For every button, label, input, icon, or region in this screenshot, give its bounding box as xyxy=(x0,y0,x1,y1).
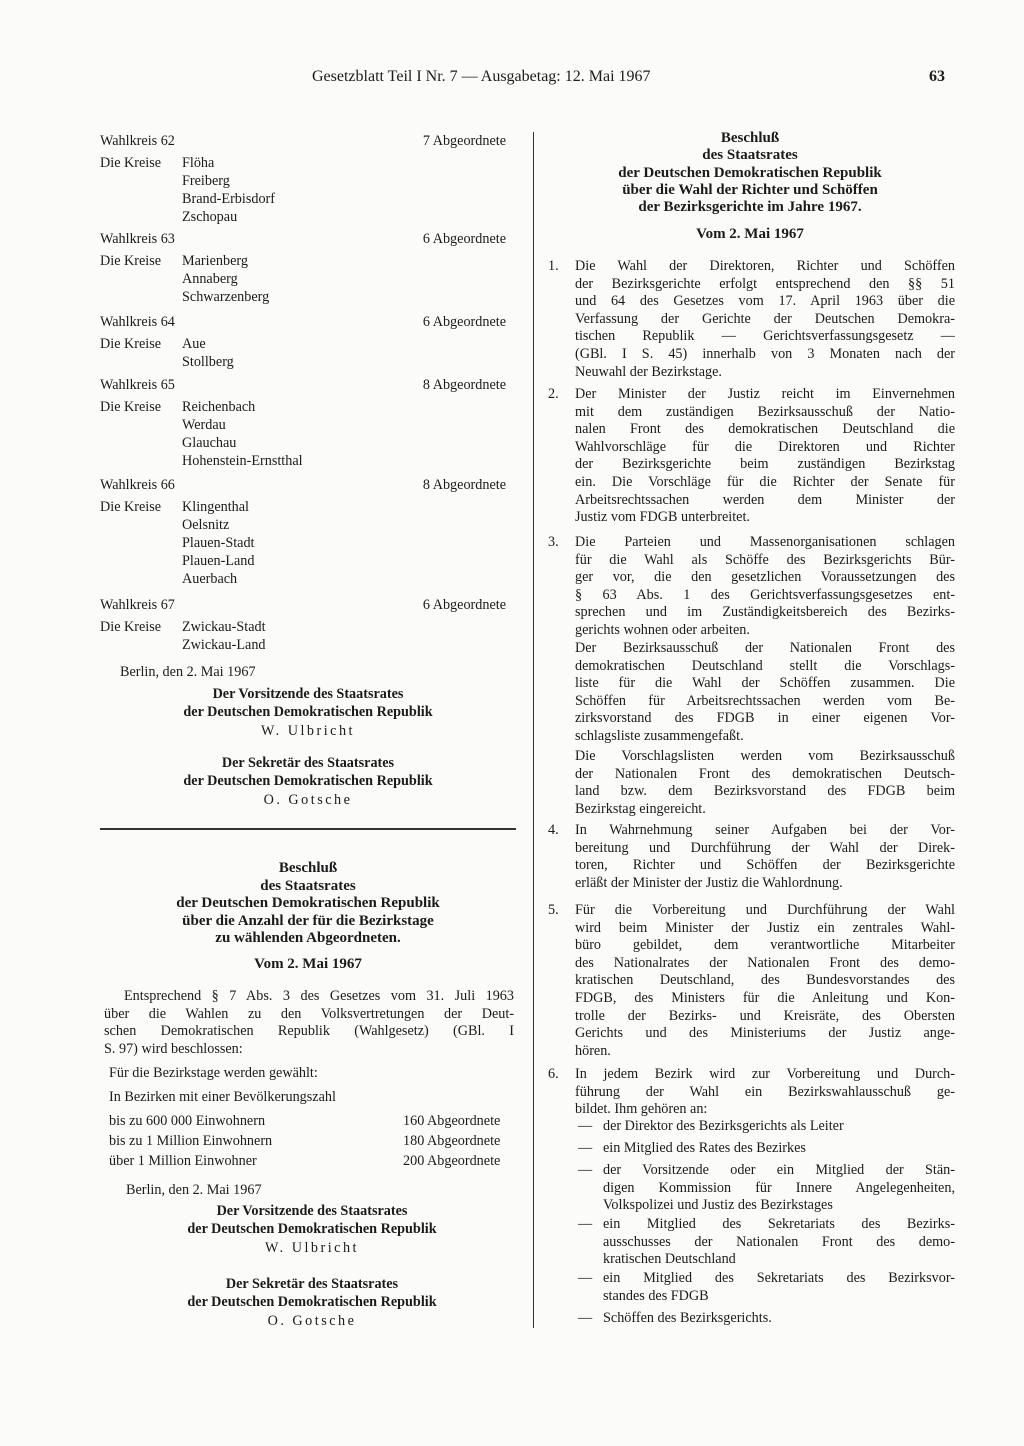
kreis-name: Zschopau xyxy=(182,209,238,225)
wahlkreis-count: 6 Abgeordnete xyxy=(422,231,506,247)
paragraph-line: In Wahrnehmung seiner Aufgaben bei der Vor- xyxy=(575,822,955,838)
wahlkreis-name: Wahlkreis 62 xyxy=(100,133,175,149)
heading-line: des Staatsrates xyxy=(702,147,798,164)
text-line: In Bezirken mit einer Bevölkerungszahl xyxy=(109,1089,336,1105)
item-number: 6. xyxy=(548,1066,559,1082)
paragraph-line: standes des FDGB xyxy=(603,1287,709,1304)
paragraph-line: Die Parteien und Massenorganisationen schlagen xyxy=(575,534,955,550)
signature-place-date: Berlin, den 2. Mai 1967 xyxy=(126,1182,262,1198)
paragraph-line: der Nationalen Front des demokratischen Deutsch- xyxy=(575,765,955,782)
kreis-name: Aue xyxy=(182,336,206,352)
kreise-row xyxy=(100,154,510,172)
kreis-name: Reichenbach xyxy=(182,399,256,415)
item-paragraph xyxy=(575,386,955,527)
paragraph-line: Für die Vorbereitung und Durchführung der Wahl xyxy=(575,902,955,918)
signature-title-line: Der Vorsitzende des Staatsrates xyxy=(212,686,404,702)
paragraph-line: über die Wahlen zu den Volksvertretungen der Deut- xyxy=(104,1005,514,1022)
paragraph-line: wird beim Minister der Justiz ein zentrales Wahl- xyxy=(575,919,955,936)
page-number: 63 xyxy=(929,68,945,85)
paragraph-line: Arbeitsrechtssachen werden dem Minister der xyxy=(575,491,955,508)
paragraph-line: FDGB, des Ministers für die Anleitung und Kon- xyxy=(575,989,955,1006)
paragraph-line: ein. Die Vorschläge für die Richter der Senate für xyxy=(575,473,955,490)
wahlkreis-block xyxy=(100,132,510,226)
paragraph-line: Die Wahl der Direktoren, Richter und Schöffen xyxy=(575,258,955,274)
wahlkreis-block xyxy=(100,313,510,371)
member-entry xyxy=(603,1162,955,1215)
kreis-name: Stollberg xyxy=(182,354,234,370)
dash-bullet: — xyxy=(578,1140,593,1156)
paragraph-line: Der Bezirksausschuß der Nationalen Front des xyxy=(575,640,955,656)
heading-date: Vom 2. Mai 1967 xyxy=(254,955,362,972)
paragraph-line: ein Mitglied des Sekretariats des Bezirks- xyxy=(603,1216,955,1232)
kreise-row xyxy=(100,335,510,353)
row-label: bis zu 1 Million Einwohnern xyxy=(109,1133,273,1149)
paragraph-line: (GBl. I S. 45) innerhalb von 3 Monaten nach der xyxy=(575,345,955,362)
paragraph-line: In jedem Bezirk wird zur Vorbereitung und Durch- xyxy=(575,1066,955,1082)
paragraph-line: § 63 Abs. 1 des Gerichtsverfassungsgesetzes ent- xyxy=(575,586,955,603)
beschluss-anzahl-intro xyxy=(104,988,514,1058)
heading-date: Vom 2. Mai 1967 xyxy=(696,226,804,243)
item-paragraph xyxy=(575,534,955,640)
row-value: 160 Abgeordnete xyxy=(403,1113,501,1129)
paragraph-line: kratischen Deutschland, des Bundesvorstandes des xyxy=(575,972,955,989)
paragraph-line: büro gebildet, dem verantwortliche Mitarbeiter xyxy=(575,937,955,954)
item-number: 5. xyxy=(548,902,559,918)
kreis-name: Hohenstein-Ernstthal xyxy=(182,453,303,469)
signature-name: O. Gotsche xyxy=(263,792,353,808)
heading-line: zu wählenden Abgeordneten. xyxy=(215,930,401,946)
paragraph-line: Verfassung der Gerichte der Deutschen Demokra- xyxy=(575,310,955,327)
wahlkreis-header xyxy=(100,313,510,331)
wahlkreis-name: Wahlkreis 66 xyxy=(100,477,175,493)
wahlkreis-header xyxy=(100,132,510,150)
kreis-name: Plauen-Stadt xyxy=(182,535,255,551)
kreis-name: Freiberg xyxy=(182,173,230,189)
heading-line: Beschluß xyxy=(720,130,780,146)
kreise-label: Die Kreise xyxy=(100,399,162,415)
paragraph-line: sprechen und im Zuständigkeitsbereich des Bezirks- xyxy=(575,604,955,621)
signature-title-line: Der Vorsitzende des Staatsrates xyxy=(216,1203,408,1219)
item-number: 4. xyxy=(548,822,559,838)
paragraph-line: und 64 des Gesetzes vom 17. April 1963 über die xyxy=(575,293,955,310)
wahlkreis-block xyxy=(100,596,510,654)
wahlkreis-header xyxy=(100,476,510,494)
paragraph-line: bereitung und Durchführung der Wahl der Direk- xyxy=(575,839,955,856)
item-number: 3. xyxy=(548,534,559,550)
paragraph-line: ausschusses der Nationalen Front des demo- xyxy=(603,1233,955,1250)
paragraph-line: zirksvorstand des FDGB in einer eigenen Vor- xyxy=(575,710,955,727)
paragraph-line: Der Minister der Justiz reicht im Einvernehmen xyxy=(575,386,955,402)
wahlkreis-count: 8 Abgeordnete xyxy=(422,377,506,393)
wahlkreis-name: Wahlkreis 65 xyxy=(100,377,175,393)
text-line: Für die Bezirkstage werden gewählt: xyxy=(109,1065,318,1081)
paragraph-line: der Bezirksgerichte beim zuständigen Bezirkstag xyxy=(575,456,955,473)
kreise-row xyxy=(100,398,510,416)
paragraph-line: Wahlvorschläge für die Direktoren und Richter xyxy=(575,438,955,455)
paragraph-line: schlagsliste zusammengefaßt. xyxy=(575,727,744,744)
wahlkreis-header xyxy=(100,376,510,394)
beschluss-anzahl-heading xyxy=(100,860,516,973)
signature-title-line: der Deutschen Demokratischen Republik xyxy=(183,703,433,720)
column-divider xyxy=(533,132,534,1328)
item-paragraph xyxy=(575,640,955,746)
kreise-label: Die Kreise xyxy=(100,499,162,515)
paragraph-line: gerichts wohnen oder arbeiten. xyxy=(575,621,750,638)
paragraph-line: digen Kommission für Innere Angelegenheiten, xyxy=(603,1179,955,1196)
signature-title-chairman xyxy=(100,686,516,741)
heading-line: über die Wahl der Richter und Schöffen xyxy=(622,181,878,198)
row-label: bis zu 600 000 Einwohnern xyxy=(109,1113,266,1129)
kreis-name: Plauen-Land xyxy=(182,553,255,569)
wahlkreis-count: 8 Abgeordnete xyxy=(422,477,506,493)
item-number: 2. xyxy=(548,386,559,402)
signature-title-line: der Deutschen Demokratischen Republik xyxy=(187,1220,437,1237)
item-paragraph xyxy=(575,258,955,381)
paragraph-line: Bezirkstag eingereicht. xyxy=(575,800,706,817)
member-entry xyxy=(603,1216,955,1269)
signature-name: W. Ulbricht xyxy=(261,723,355,739)
paragraph-line: ein Mitglied des Rates des Bezirkes xyxy=(603,1140,806,1156)
paragraph-line: der Bezirksgerichte erfolgt entsprechend den §§ 51 xyxy=(575,275,955,292)
table-row xyxy=(109,1151,519,1171)
dash-bullet: — xyxy=(578,1216,593,1232)
heading-line: der Bezirksgerichte im Jahre 1967. xyxy=(638,199,862,216)
wahlkreis-count: 7 Abgeordnete xyxy=(422,133,506,149)
signature-title-secretary xyxy=(100,755,516,810)
paragraph-line: S. 97) wird beschlossen: xyxy=(104,1040,243,1057)
row-value: 180 Abgeordnete xyxy=(403,1133,501,1149)
abgeordnete-table xyxy=(109,1111,519,1171)
kreis-name: Flöha xyxy=(182,155,215,171)
item-number: 1. xyxy=(548,258,559,274)
table-row xyxy=(109,1131,519,1151)
paragraph-line: Entsprechend § 7 Abs. 3 des Gesetzes vom 31. Juli 1963 xyxy=(124,988,514,1004)
member-entry xyxy=(603,1140,955,1158)
signature-title-line: Der Sekretär des Staatsrates xyxy=(221,755,395,771)
paragraph-line: mit dem zuständigen Bezirksausschuß der Natio- xyxy=(575,403,955,420)
kreis-name: Zwickau-Stadt xyxy=(182,619,266,635)
item-paragraph xyxy=(575,748,955,818)
dash-bullet: — xyxy=(578,1162,593,1178)
heading-line: des Staatsrates xyxy=(260,877,356,894)
heading-line: über die Anzahl der für die Bezirkstage xyxy=(182,912,434,929)
paragraph-line: liste für die Wahl der Schöffen zusammen. Die xyxy=(575,675,955,692)
member-entry xyxy=(603,1310,955,1328)
wahlkreis-name: Wahlkreis 63 xyxy=(100,231,175,247)
paragraph-line: demokratischen Deutschland stellt die Vorschlags- xyxy=(575,657,955,674)
paragraph-line: Die Vorschlagslisten werden vom Bezirksausschuß xyxy=(575,748,955,764)
signature-title-chairman xyxy=(100,1203,524,1258)
kreis-name: Werdau xyxy=(182,417,226,433)
paragraph-line: Justiz vom FDGB unterbreitet. xyxy=(575,509,750,526)
row-value: 200 Abgeordnete xyxy=(403,1153,501,1169)
paragraph-line: kratischen Deutschland xyxy=(603,1251,736,1268)
paragraph-line: Gerichts und des Ministeriums der Justiz ange- xyxy=(575,1025,955,1042)
kreis-name: Klingenthal xyxy=(182,499,249,515)
paragraph-line: bildet. Ihm gehören an: xyxy=(575,1101,708,1118)
kreis-name: Glauchau xyxy=(182,435,237,451)
heading-line: Beschluß xyxy=(278,860,338,876)
paragraph-line: führung der Wahl ein Bezirkswahlausschuß ge- xyxy=(575,1083,955,1100)
kreise-row xyxy=(100,252,510,270)
paragraph-line: schen Demokratischen Republik (Wahlgesetz) (GBl. I xyxy=(104,1023,514,1040)
row-label: über 1 Million Einwohner xyxy=(109,1153,257,1169)
kreise-label: Die Kreise xyxy=(100,155,162,171)
paragraph-line: tischen Republik — Gerichtsverfassungsgesetz — xyxy=(575,328,955,345)
wahlkreis-block xyxy=(100,476,510,588)
dash-bullet: — xyxy=(578,1118,593,1134)
item-paragraph xyxy=(575,1066,955,1119)
signature-name: W. Ulbricht xyxy=(265,1240,359,1256)
signature-place-date: Berlin, den 2. Mai 1967 xyxy=(120,664,256,680)
table-row xyxy=(109,1111,519,1131)
paragraph-line: hören. xyxy=(575,1042,611,1059)
paragraph-line: Schöffen des Bezirksgerichts. xyxy=(603,1310,772,1326)
paragraph-line: Neuwahl der Bezirkstage. xyxy=(575,363,722,380)
dash-bullet: — xyxy=(578,1310,593,1326)
signature-title-line: Der Sekretär des Staatsrates xyxy=(225,1276,399,1292)
kreise-label: Die Kreise xyxy=(100,253,162,269)
paragraph-line: Volkspolizei und Justiz des Bezirkstages xyxy=(603,1197,833,1214)
member-entry xyxy=(603,1118,955,1136)
wahlkreis-header xyxy=(100,230,510,248)
paragraph-line: der Vorsitzende oder ein Mitglied der Stän- xyxy=(603,1162,955,1178)
beschluss-richter-heading xyxy=(540,130,960,244)
signature-name: O. Gotsche xyxy=(267,1313,357,1329)
paragraph-line: des Nationalrates der Nationalen Front des demo- xyxy=(575,954,955,971)
paragraph-line: land bzw. dem Bezirksvorstand des FDGB beim xyxy=(575,783,955,800)
item-paragraph xyxy=(575,822,955,892)
kreis-name: Oelsnitz xyxy=(182,517,230,533)
heading-line: der Deutschen Demokratischen Republik xyxy=(176,895,440,911)
paragraph-line: ein Mitglied des Sekretariats des Bezirksvor- xyxy=(603,1270,955,1286)
wahlkreis-name: Wahlkreis 64 xyxy=(100,314,175,330)
wahlkreis-block xyxy=(100,376,510,470)
kreise-label: Die Kreise xyxy=(100,336,162,352)
paragraph-line: der Direktor des Bezirksgerichts als Leiter xyxy=(603,1118,844,1134)
kreis-name: Zwickau-Land xyxy=(182,637,266,653)
paragraph-line: nalen Front des demokratischen Deutschland die xyxy=(575,421,955,438)
kreis-name: Annaberg xyxy=(182,271,238,287)
heading-line: der Deutschen Demokratischen Republik xyxy=(618,164,882,181)
wahlkreis-count: 6 Abgeordnete xyxy=(422,597,506,613)
paragraph-line: toren, Richter und Schöffen der Bezirksgerichte xyxy=(575,857,955,874)
kreise-row xyxy=(100,618,510,636)
kreis-name: Brand-Erbisdorf xyxy=(182,191,275,207)
signature-title-line: der Deutschen Demokratischen Republik xyxy=(183,772,433,789)
signature-title-line: der Deutschen Demokratischen Republik xyxy=(187,1293,437,1310)
kreis-name: Auerbach xyxy=(182,571,238,587)
paragraph-line: erläßt der Minister der Justiz die Wahlordnung. xyxy=(575,874,843,891)
kreise-label: Die Kreise xyxy=(100,619,162,635)
dash-bullet: — xyxy=(578,1270,593,1286)
signature-title-secretary xyxy=(100,1276,524,1331)
wahlkreis-header xyxy=(100,596,510,614)
wahlkreis-count: 6 Abgeordnete xyxy=(422,314,506,330)
kreise-row xyxy=(100,498,510,516)
kreis-name: Schwarzenberg xyxy=(182,289,270,305)
paragraph-line: Schöffen für Arbeitsrechtssachen werden vom Be- xyxy=(575,692,955,709)
paragraph-line: ger vor, die den gesetzlichen Voraussetzungen des xyxy=(575,569,955,586)
wahlkreis-block xyxy=(100,230,510,306)
member-entry xyxy=(603,1270,955,1305)
section-rule xyxy=(100,828,516,830)
paragraph-line: für die Wahl als Schöffe des Bezirksgerichts Bür- xyxy=(575,551,955,568)
wahlkreis-name: Wahlkreis 67 xyxy=(100,597,175,613)
paragraph-line: trolle der Bezirks- und Kreisräte, des Obersten xyxy=(575,1007,955,1024)
running-title: Gesetzblatt Teil I Nr. 7 — Ausgabetag: 12. Mai 1967 xyxy=(312,68,651,85)
kreis-name: Marienberg xyxy=(182,253,248,269)
item-paragraph xyxy=(575,902,955,1060)
